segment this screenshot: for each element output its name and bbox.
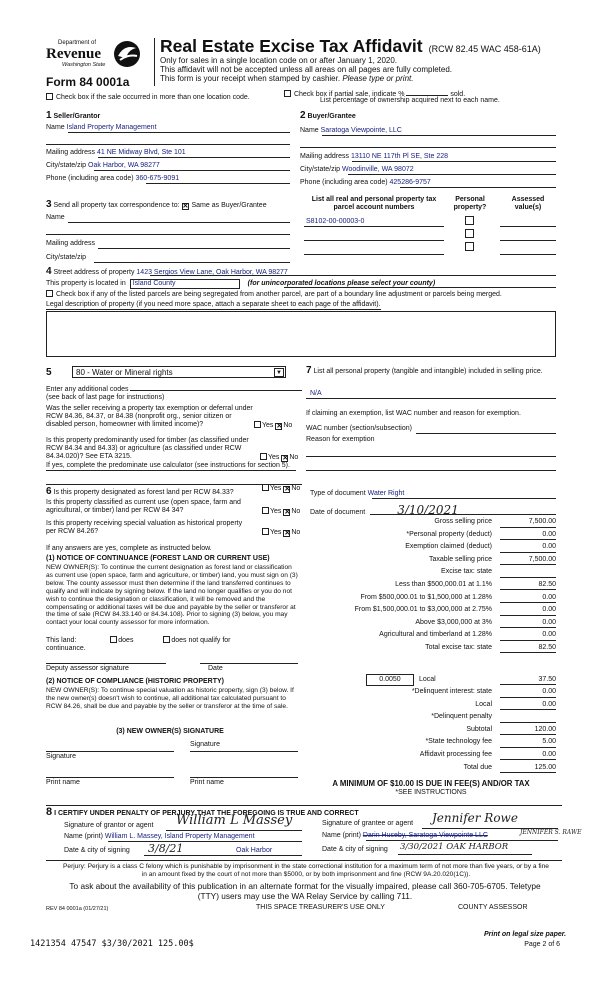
tax-row-value[interactable]: 120.00 <box>500 726 556 736</box>
correspondence-row <box>46 199 267 211</box>
land-does-not-label: does not qualify for <box>171 637 231 644</box>
tax-row-label: Total excise tax: state <box>425 643 492 651</box>
tax-row-value[interactable]: 0.00 <box>500 701 556 711</box>
partial-sale-label: Check box if partial sale, indicate % <box>293 91 405 98</box>
this-land-row <box>46 636 231 645</box>
owner-print-name-label-2: Print name <box>190 779 224 786</box>
buyer-phone-row <box>300 179 431 187</box>
seller-name-label: Name <box>46 124 65 131</box>
list-percentage-note: List percentage of ownership acquired next to each name. <box>320 97 500 104</box>
predominate-use-note: If yes, complete the predominate use calculator (see instructions for section 5). <box>46 462 296 471</box>
notice-continuance-heading: (1) NOTICE OF CONTINUANCE (FOREST LAND OR CURRENT USE) <box>46 555 270 562</box>
land-does-label: does <box>118 637 134 644</box>
personal-property-checkboxes <box>465 216 475 251</box>
local-tax-label: Local <box>418 676 436 683</box>
section5-num: 5 <box>46 367 52 378</box>
tax-row <box>300 629 562 642</box>
segregation-checkbox[interactable] <box>46 290 53 297</box>
seller-heading-num: 1 <box>46 110 52 121</box>
legal-description-label: Legal description of property (if you need more space, attach a separate sheet to each page of the affidavit). <box>46 301 381 310</box>
tax-row-label: *Delinquent penalty <box>431 713 492 721</box>
grantee-name-row <box>322 832 488 840</box>
section6-instruction: If any answers are yes, complete as instructed below. <box>46 545 212 552</box>
new-owner-signature-heading: (3) NEW OWNER(S) SIGNATURE <box>116 728 224 735</box>
buyer-heading-num: 2 <box>300 110 306 121</box>
page-number: Page 2 of 6 <box>524 941 560 948</box>
timber-question: Is this property predominantly used for timber (as classified under RCW 84.34 and 84.33) or agriculture (as classified under RCW 84.34.020)? See ETA 3215. <box>46 437 249 461</box>
tax-row-label: Subtotal <box>466 725 492 733</box>
current-use-question: Is this property classified as current use (open space, farm and agricultural, or timber) land per RCW 84 34? <box>46 499 241 515</box>
subtitle-2: This affidavit will not be accepted unless all areas on all pages are fully completed. <box>160 65 453 74</box>
multi-location-label: Check box if the sale occurred in more than one location code. <box>55 94 250 101</box>
current-use-no-label: No <box>291 508 301 515</box>
historic-no-checkbox[interactable] <box>283 530 290 537</box>
tax-row-value[interactable] <box>500 568 556 578</box>
tax-row-value[interactable]: 7,500.00 <box>500 518 556 528</box>
current-use-no-checkbox[interactable] <box>283 509 290 516</box>
parcel-column-header: List all real and personal property tax parcel account numbers <box>311 196 437 212</box>
exemption-no-label: No <box>283 422 293 429</box>
tax-row-value[interactable]: 82.50 <box>500 581 556 591</box>
tax-row-label: *Personal property (deduct) <box>406 530 492 538</box>
tax-row <box>300 642 562 655</box>
alternate-format-1: To ask about the availability of this publication in an alternate format for the visually impaired, please call 360-705-6705. Teletype <box>69 881 541 891</box>
same-as-buyer-checkbox[interactable] <box>182 203 189 210</box>
form-number: Form 84 0001a <box>46 75 130 89</box>
buyer-address-field[interactable]: 13110 NE 117th Pl SE, Ste 228 <box>350 153 449 160</box>
alternate-format-2: (TTY) users may use the WA Relay Service by calling 711. <box>197 891 413 901</box>
document-type-field[interactable]: Water Right <box>367 490 405 497</box>
grantee-signature-row <box>322 820 413 828</box>
county-assessor-label: COUNTY ASSESSOR <box>458 904 528 911</box>
historic-question: Is this property receiving special valuation as historical property per RCW 84.26? <box>46 520 243 536</box>
tax-row <box>300 541 562 554</box>
grantee-name-label: Name (print) <box>322 832 361 839</box>
tax-row <box>300 749 562 762</box>
tax-row-value[interactable]: 0.00 <box>500 543 556 553</box>
logo-dept-of: Department of <box>58 40 97 46</box>
form-rcw: (RCW 82.45 WAC 458-61A) <box>428 44 541 54</box>
current-use-yes-checkbox[interactable] <box>262 507 269 514</box>
timber-answer <box>260 453 298 462</box>
treasurer-use-label: THIS SPACE TREASURER'S USE ONLY <box>256 904 385 911</box>
buyer-name-label: Name <box>300 127 319 134</box>
tax-row <box>300 762 562 775</box>
tax-row-label: *Delinquent interest: state <box>411 688 492 695</box>
certify-text: I CERTIFY UNDER PENALTY OF PERJURY THAT THE FOREGOING IS TRUE AND CORRECT <box>54 810 359 817</box>
subtitle-3-italic: Please type or print. <box>342 74 414 83</box>
deputy-date-label: Date <box>208 665 223 672</box>
subtitle-1: Only for sales in a single location code on or after January 1, 2020. <box>160 56 398 65</box>
seller-address-field[interactable]: 41 NE Midway Blvd, Ste 101 <box>96 149 186 156</box>
tax-row-value[interactable] <box>500 713 556 723</box>
tax-row-label: *State technology fee <box>425 738 492 746</box>
personal-property-checkbox[interactable] <box>465 216 474 225</box>
tax-row-label: Affidavit processing fee <box>419 750 492 758</box>
tax-row-value[interactable]: 0.00 <box>500 606 556 616</box>
tax-row-value[interactable]: 5.00 <box>500 738 556 748</box>
document-type-label: Type of document <box>310 490 366 497</box>
section8-num: 8 <box>46 806 53 818</box>
located-in-label: This property is located in <box>46 280 126 287</box>
forest-no-checkbox[interactable] <box>283 486 290 493</box>
seller-address-label: Mailing address <box>46 149 96 156</box>
multi-location-row <box>46 93 250 102</box>
buyer-name-row <box>300 127 402 135</box>
grantee-name-field[interactable]: JENNIFER S. RAWE <box>520 829 582 836</box>
seller-phone-field[interactable]: 360-675-9091 <box>135 175 180 182</box>
grantor-name-label: Name (print) <box>64 833 103 840</box>
grantee-date-city-field[interactable]: 3/30/2021 OAK HARBOR <box>400 842 509 852</box>
segregation-row <box>46 290 502 299</box>
revision-label: REV 84 0001a (01/27/21) <box>46 906 109 912</box>
tax-row <box>300 724 562 737</box>
tax-row-value[interactable]: 0.00 <box>500 631 556 641</box>
seller-city-row <box>46 162 160 170</box>
local-tax-value[interactable]: 37.50 <box>538 676 556 683</box>
buyer-address-row <box>300 153 448 161</box>
exemption-yes-checkbox[interactable] <box>254 421 261 428</box>
land-use-code-value: 80 - Water or Mineral rights <box>76 368 173 377</box>
grantor-signature-row <box>64 822 154 830</box>
tax-row <box>300 554 562 567</box>
section7-num: 7 <box>306 365 312 376</box>
owner-print-name-label-1: Print name <box>46 779 80 786</box>
timber-no-checkbox[interactable] <box>281 455 288 462</box>
perjury-note: Perjury: Perjury is a class C felony which is punishable by imprisonment in the state correctional institution for a maximum term of not more than five years, or by a fine in an amount fixed by the court of not more than $5000, or by both imprisonment and fine (RCW 9A.20.020(1C)). <box>63 863 549 878</box>
local-tax-row <box>366 674 436 686</box>
tax-row-label: Above $3,000,000 at 3% <box>415 618 492 626</box>
partial-sale-pct-field[interactable] <box>406 89 448 96</box>
additional-codes-row <box>46 385 302 394</box>
seller-address-row <box>46 149 186 157</box>
subtitle-3-text: This form is your receipt when stamped by cashier. <box>160 74 341 83</box>
document-date-field[interactable]: 3/10/2021 <box>397 503 459 517</box>
tax-rows <box>300 516 562 655</box>
tax-row <box>300 516 562 529</box>
grantor-name-field[interactable]: William L. Massey, Island Property Management <box>104 833 255 840</box>
tax-row-value[interactable]: 0.00 <box>500 531 556 541</box>
county-select[interactable]: Island County <box>130 279 240 289</box>
historic-answer <box>262 528 300 537</box>
assessed-value-column-header: Assessed value(s) <box>511 196 545 212</box>
grantee-name-struck: Darin Huseby, Saratoga Viewpointe LLC <box>362 832 488 839</box>
exemption-no-checkbox[interactable] <box>275 423 282 430</box>
historic-no-label: No <box>291 529 301 536</box>
forest-land-answer <box>262 484 300 493</box>
tax-row-label: Exemption claimed (deduct) <box>405 543 492 551</box>
exemption-yes-label: Yes <box>262 422 274 429</box>
tax-row-label: Total due <box>463 763 492 771</box>
correspondence-label: Send all property tax correspondence to: <box>53 202 180 209</box>
legal-paper-note: Print on legal size paper. <box>484 931 567 938</box>
minimum-fee-note: A MINIMUM OF $10.00 IS DUE IN FEE(S) AND/OR TAX <box>332 779 530 788</box>
grantor-date-row <box>64 847 130 855</box>
tax-row-label: From $500,000.01 to $1,500,000 at 1.28% <box>360 593 492 601</box>
buyer-phone-field[interactable]: 425286-9757 <box>389 179 431 186</box>
grantee-date-label: Date & city of signing <box>322 846 388 853</box>
partial-sale-sold: sold. <box>450 91 466 98</box>
tax-row <box>300 699 562 712</box>
seller-name-row <box>46 124 290 132</box>
same-as-buyer-label: Same as Buyer/Grantee <box>191 202 267 209</box>
street-address-label: Street address of property <box>53 269 135 276</box>
tax-row-value[interactable]: 0.00 <box>500 619 556 629</box>
grantee-signature-label: Signature of grantee or agent <box>322 820 414 827</box>
tax-row <box>300 711 562 724</box>
forest-yes-label: Yes <box>270 485 282 492</box>
tax-row-value[interactable]: 0.00 <box>500 688 556 698</box>
timber-yes-label: Yes <box>268 454 280 461</box>
tax-row-value[interactable]: 0.00 <box>500 594 556 604</box>
exemption-question: Was the seller receiving a property tax exemption or deferral under RCW 84.36, 84.37, or 84.38 (nonprofit org., senior citizen or disabled person, homeowner with limited income)? <box>46 405 253 429</box>
tax-rows-2 <box>300 686 562 774</box>
buyer-city-field[interactable]: Woodinville, WA 98072 <box>342 166 414 173</box>
seller-phone-row <box>46 175 179 183</box>
tax-row <box>300 592 562 605</box>
subtitle-3 <box>160 74 413 83</box>
forest-land-row <box>46 486 234 498</box>
grantee-signature[interactable]: Jennifer Rowe <box>432 811 518 825</box>
buyer-address-label: Mailing address <box>300 153 350 160</box>
personal-property-list-label <box>306 365 558 377</box>
historic-yes-label: Yes <box>270 529 282 536</box>
cashier-stamp: 1421354 47547 $3/30/2021 125.00$ <box>30 939 194 949</box>
exemption-claim-label: If claiming an exemption, list WAC number and reason for exemption. <box>306 410 521 417</box>
grantor-date-field[interactable]: 3/8/21 <box>148 842 184 855</box>
tax-row <box>300 579 562 592</box>
tax-row <box>300 736 562 749</box>
tax-row <box>300 686 562 699</box>
tax-row <box>300 529 562 542</box>
buyer-phone-label: Phone (including area code) <box>300 179 388 186</box>
owner-signature-label-1: Signature <box>46 753 76 760</box>
continuance-label: continuance. <box>46 645 86 652</box>
form-title-row <box>160 36 541 56</box>
tax-row-label: Local <box>475 700 492 708</box>
dropdown-arrow-icon[interactable]: ▼ <box>274 368 284 377</box>
tax-row-label: Excise tax: state <box>441 568 492 576</box>
forest-land-question: Is this property designated as forest land per RCW 84.33? <box>53 489 234 496</box>
seller-city-label: City/state/zip <box>46 162 87 169</box>
wac-number-row <box>306 425 412 433</box>
section4-num: 4 <box>46 266 52 277</box>
current-use-yes-label: Yes <box>270 508 282 515</box>
land-does-not-checkbox[interactable] <box>163 636 170 643</box>
wac-number-label: WAC number (section/subsection) <box>306 425 412 432</box>
grantor-city-field[interactable]: Oak Harbor <box>236 847 273 854</box>
personal-property-list-field[interactable]: N/A <box>310 390 322 397</box>
buyer-name-field[interactable]: Saratoga Viewpointe, LLC <box>320 127 402 134</box>
tax-row-label: Taxable selling price <box>428 555 492 563</box>
document-type-row <box>310 490 404 498</box>
section3-address-row <box>46 240 95 248</box>
logo-revenue: Revenue <box>46 46 101 62</box>
tax-row-value[interactable]: 7,500.00 <box>500 556 556 566</box>
additional-codes-note: (see back of last page for instructions) <box>46 394 165 401</box>
deputy-assessor-label: Deputy assessor signature <box>46 665 129 672</box>
grantee-date-row <box>322 846 388 854</box>
seller-name-field[interactable]: Island Property Management <box>66 124 157 131</box>
exemption-reason-label: Reason for exemption <box>306 436 375 443</box>
dor-swirl-icon <box>112 40 142 68</box>
grantor-signature[interactable]: William L Massey <box>176 813 293 828</box>
see-instructions-note: *SEE INSTRUCTIONS <box>395 789 467 796</box>
owner-signature-label-2: Signature <box>190 741 220 748</box>
notice-compliance-body: NEW OWNER(S): To continue special valuation as historic property, sign (3) below. If the new owner(s) doesn't wish to continue, all additional tax calculated pursuant to RCW 84.26, shall be due and payable by the seller or transferor at the time of sale. <box>46 687 294 710</box>
seller-phone-label: Phone (including area code) <box>46 175 134 182</box>
tax-row-label: Less than $500,000.01 at 1.1% <box>395 580 492 588</box>
buyer-heading <box>300 110 356 122</box>
tax-row-value[interactable]: 82.50 <box>500 644 556 654</box>
land-use-code-select[interactable] <box>72 366 286 378</box>
tax-row <box>300 566 562 579</box>
forest-yes-checkbox[interactable] <box>262 484 269 491</box>
tax-row-label: From $1,500,000.01 to $3,000,000 at 2.75% <box>354 606 492 614</box>
current-use-answer <box>262 507 300 516</box>
tax-row-value[interactable]: 125.00 <box>500 764 556 774</box>
parcel-number-field[interactable]: S8102-00-00003-0 <box>306 218 365 225</box>
this-land-label: This land: <box>46 637 77 644</box>
personal-property-checkbox[interactable] <box>465 242 474 251</box>
tax-row-label: Agricultural and timberland at 1.28% <box>379 631 492 639</box>
grantor-signature-label: Signature of grantor or agent <box>64 822 154 829</box>
seller-city-field[interactable]: Oak Harbor, WA 98277 <box>88 162 160 169</box>
historic-yes-checkbox[interactable] <box>262 528 269 535</box>
section3-city-label: City/state/zip <box>46 254 87 261</box>
legal-description-box[interactable] <box>46 311 556 357</box>
buyer-city-label: City/state/zip <box>300 166 341 173</box>
personal-property-column-header: Personal property? <box>453 196 487 212</box>
notice-compliance-heading: (2) NOTICE OF COMPLIANCE (HISTORIC PROPERTY) <box>46 678 224 685</box>
logo-state: Washington State <box>62 62 106 68</box>
forest-no-label: No <box>291 485 301 492</box>
additional-codes-label: Enter any additional codes <box>46 386 129 393</box>
form-title: Real Estate Excise Tax Affidavit <box>160 36 423 56</box>
tax-row-label: Gross selling price <box>434 518 492 525</box>
seller-heading <box>46 110 100 122</box>
personal-property-checkbox[interactable] <box>465 229 474 238</box>
notice-continuance-body: NEW OWNER(S): To continue the current designation as forest land or classification as current use (open space, farm and agriculture, or timber) land, you must sign on (3) below. The county assessor must then determine if the land transferred continues to qualify and will indicate by signing below. If the land no longer qualifies or you do not wish to continue the designation or classification, it will be removed and the compensating or additional taxes will be due and payable by the seller or transferor at the time of sale (RCW 84.33.140 or 84.34.108). Prior to signing (3) below, you may contact your local county assessor for more information. <box>46 564 298 627</box>
section7-label: List all personal property (tangible and intangible) included in selling price. <box>313 368 543 375</box>
land-does-checkbox[interactable] <box>110 636 117 643</box>
grantor-date-label: Date & city of signing <box>64 847 130 854</box>
section3-name-row <box>46 214 65 222</box>
local-rate-field[interactable]: 0.0050 <box>366 674 414 686</box>
timber-no-label: No <box>289 454 299 461</box>
seller-heading-text: Seller/Grantor <box>53 113 101 120</box>
unincorporated-note: (for unincorporated locations please select your county) <box>247 280 436 287</box>
section3-city-row <box>46 254 86 262</box>
section3-name-label: Name <box>46 214 65 221</box>
street-address-field[interactable]: 1423 Sergios View Lane, Oak Harbor, WA 98277 <box>136 269 288 276</box>
timber-yes-checkbox[interactable] <box>260 453 267 460</box>
buyer-heading-text: Buyer/Grantee <box>307 113 356 120</box>
buyer-city-row <box>300 166 414 174</box>
tax-row <box>300 604 562 617</box>
tax-row <box>300 617 562 630</box>
multi-location-checkbox[interactable] <box>46 93 53 100</box>
exemption-answer <box>254 421 292 430</box>
grantor-name-row <box>64 833 255 841</box>
section3-num: 3 <box>46 199 52 210</box>
segregation-label: Check box if any of the listed parcels are being segregated from another parcel, are part of a boundary line adjustment or parcels being merged. <box>55 291 502 298</box>
partial-sale-checkbox[interactable] <box>284 90 291 97</box>
document-date-label: Date of document <box>310 509 366 516</box>
tax-row-value[interactable]: 0.00 <box>500 751 556 761</box>
section3-address-label: Mailing address <box>46 240 96 247</box>
section6-num: 6 <box>46 486 52 497</box>
additional-codes-field[interactable] <box>130 385 302 391</box>
